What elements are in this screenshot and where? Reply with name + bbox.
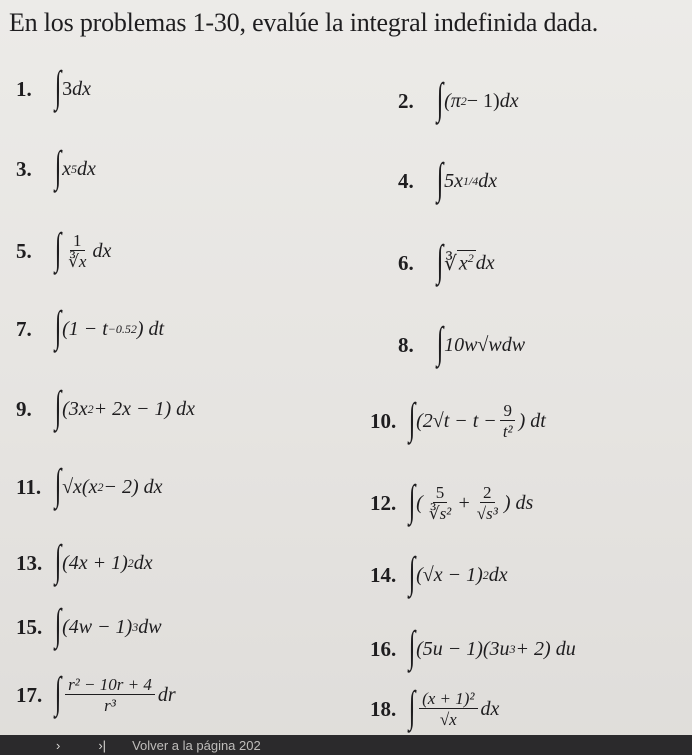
integral-sign: ∫ — [54, 224, 62, 273]
fraction: $\frac{2}{\text{√s³}}$ — [476, 482, 498, 523]
integral-sign: ∫ — [54, 668, 62, 717]
integral-sign: ∫ — [54, 302, 62, 351]
problem-number: 3. — [16, 156, 32, 181]
integral-sign: ∫ — [54, 460, 62, 509]
problem-number: 15. — [16, 614, 43, 639]
fraction: $\frac{9}{\text{t²}}$ — [500, 401, 516, 442]
fraction: $\frac{\text{r² − 10r + 4}}{\text{r³}}$ — [65, 675, 155, 716]
problem-3 — [16, 140, 96, 198]
problem-number: 1. — [16, 76, 32, 101]
problem-number: 4. — [398, 168, 414, 193]
problem-18 — [370, 680, 499, 738]
integrand: (4w − 1) 3 dw — [62, 615, 162, 638]
fraction: $\frac{1}{∛x}$ — [68, 230, 87, 271]
page-nav-bar — [0, 735, 692, 755]
integrand: $\frac{1}{∛x}$ dx — [62, 231, 111, 272]
integrand: ∛ $x^2$ dx — [444, 251, 495, 275]
back-to-page-link[interactable]: Volver a la página 202 — [132, 737, 261, 753]
problem-4 — [398, 152, 497, 210]
problem-17 — [16, 666, 176, 724]
problem-number: 7. — [16, 316, 32, 341]
problem-10 — [370, 392, 546, 450]
integrand: 3 dx — [62, 77, 91, 100]
integrand: (2√t − t − $\frac{9}{\text{t²}}$ ) dt — [416, 400, 546, 441]
integrand: $\frac{\text{r² − 10r + 4}}{\text{r³}}$ dr — [62, 675, 176, 716]
fraction: $\frac{5}{\text{∛s²}}$ — [428, 482, 452, 523]
integrand: (5u − 1)(3u 3 + 2) du — [416, 637, 576, 660]
integral-sign: ∫ — [54, 536, 62, 585]
integrand: 10w √w dw — [444, 333, 526, 356]
skip-to-end-icon[interactable]: ›| — [98, 737, 107, 753]
problem-2 — [398, 72, 519, 130]
fraction: $\frac{\text{(x + 1)²}}{√x}$ — [419, 689, 477, 730]
problem-12 — [370, 474, 533, 532]
problem-number: 12. — [370, 490, 397, 515]
integral-sign: ∫ — [436, 154, 444, 203]
problem-16 — [370, 620, 576, 678]
integral-sign: ∫ — [436, 74, 444, 123]
integrand: (√x − 1) 2 dx — [416, 563, 508, 586]
problem-6 — [398, 234, 495, 292]
integral-sign: ∫ — [408, 682, 416, 731]
integrand: (π 2 − 1) dx — [444, 89, 519, 112]
problem-number: 14. — [370, 562, 397, 587]
integral-sign: ∫ — [408, 622, 416, 671]
problem-7 — [16, 300, 164, 358]
integral-sign: ∫ — [408, 394, 416, 443]
problem-number: 2. — [398, 88, 414, 113]
problem-15 — [16, 598, 162, 656]
problem-number: 8. — [398, 332, 414, 357]
problem-number: 9. — [16, 396, 32, 421]
problem-number: 13. — [16, 550, 43, 575]
problem-13 — [16, 534, 153, 592]
integrand: ( $\frac{5}{\text{∛s²}}$ + $\frac{2}{\text{√s³}}$ ) ds — [416, 482, 534, 523]
integral-sign: ∫ — [54, 382, 62, 431]
problem-14 — [370, 546, 508, 604]
problem-11 — [16, 458, 163, 516]
problem-number: 6. — [398, 250, 414, 275]
integrand: $\frac{\text{(x + 1)²}}{√x}$ dx — [416, 689, 499, 730]
problem-number: 16. — [370, 636, 397, 661]
integral-sign: ∫ — [408, 548, 416, 597]
problem-number: 10. — [370, 408, 397, 433]
problem-number: 17. — [16, 682, 43, 707]
chevron-right-icon[interactable]: › — [56, 737, 61, 753]
integrand: √x (x 2 − 2) dx — [62, 475, 163, 498]
integrand: (4x + 1) 2 dx — [62, 551, 153, 574]
integral-sign: ∫ — [408, 476, 416, 525]
integral-sign: ∫ — [436, 318, 444, 367]
integrand: (3x 2 + 2x − 1) dx — [62, 397, 196, 420]
integrand: x 5 dx — [62, 157, 96, 180]
problem-5 — [16, 222, 111, 280]
problem-1 — [16, 60, 91, 118]
page-heading: En los problemas 1-30, evalúe la integral indefinida dada. — [9, 8, 599, 37]
problem-8 — [398, 316, 525, 374]
problem-number: 5. — [16, 238, 32, 263]
problem-9 — [16, 380, 195, 438]
problem-number: 18. — [370, 696, 397, 721]
integral-sign: ∫ — [54, 142, 62, 191]
problem-number: 11. — [16, 474, 42, 499]
integrand: 5x 1/4 dx — [444, 169, 498, 192]
integrand: (1 − t −0.52 ) dt — [62, 317, 165, 340]
integral-sign: ∫ — [54, 600, 62, 649]
integral-sign: ∫ — [436, 236, 444, 285]
integral-sign: ∫ — [54, 62, 62, 111]
